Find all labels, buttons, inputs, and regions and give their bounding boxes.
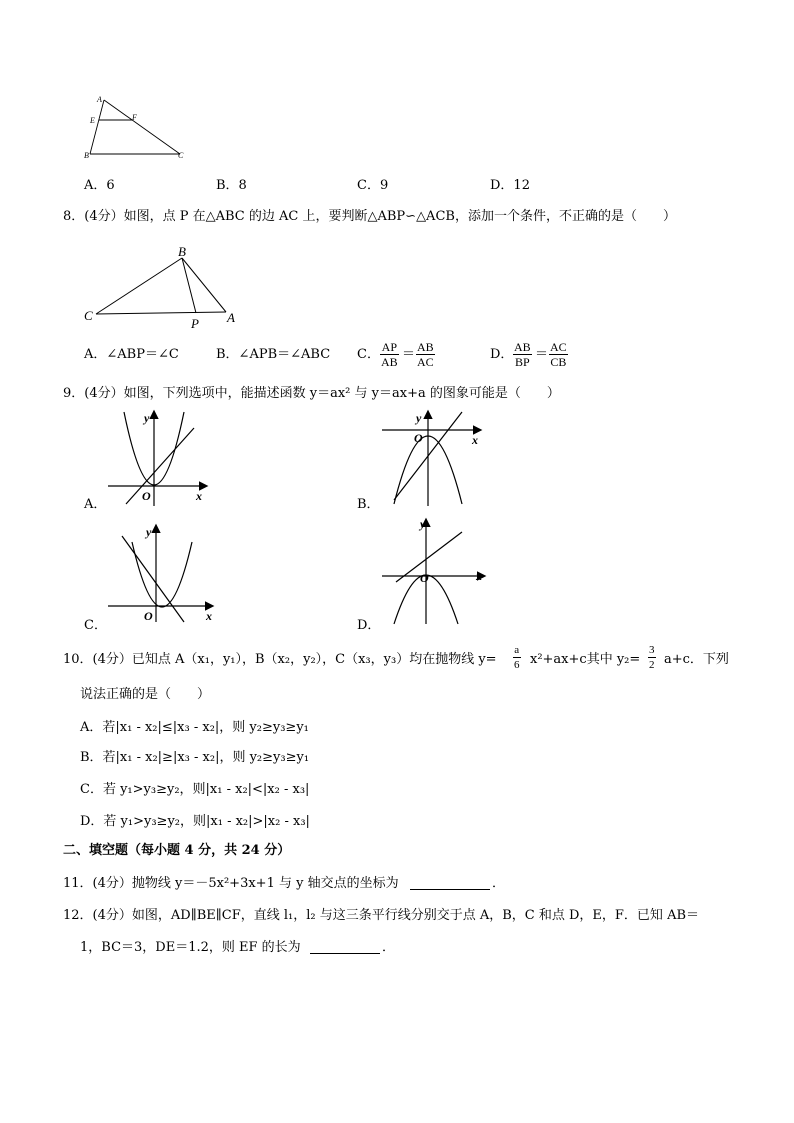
q9-d-y-label: y bbox=[420, 517, 426, 531]
q10-option-d: D．若 y₁>y₃≥y₂，则|x₁ - x₂|>|x₂ - x₃| bbox=[80, 814, 310, 829]
q10-option-b: B．若|x₁ - x₂|≥|x₃ - x₂|，则 y₂≥y₃≥y₁ bbox=[80, 750, 310, 765]
q7-label-A: A bbox=[97, 95, 102, 104]
q9-c-y-label: y bbox=[146, 525, 152, 539]
q10-option-c: C．若 y₁>y₃≥y₂，则|x₁ - x₂|<|x₂ - x₃| bbox=[80, 782, 310, 797]
q7-label-E: E bbox=[90, 116, 95, 125]
q8-d-num1: AB bbox=[514, 340, 531, 354]
q9-b-x-label: x bbox=[472, 433, 478, 447]
section-fill-in-title: 二、填空题（每小题 4 分，共 24 分） bbox=[63, 843, 291, 858]
q7-triangle-figure bbox=[84, 94, 194, 164]
q8-d-den1: BP bbox=[514, 355, 530, 369]
q12-line1: 12．(4分）如图，AD∥BE∥CF，直线 l₁，l₂ 与这三条平行线分别交于点 A，B，C 和点 D，E，F．已知 AB＝ bbox=[63, 908, 700, 923]
q8-label-B: B bbox=[178, 244, 186, 259]
q9-graph-a bbox=[104, 408, 214, 508]
q10-stem-a: 10．(4分）已知点 A（x₁，y₁），B（x₂，y₂），C（x₃，y₃）均在抛物线 y= bbox=[63, 652, 497, 667]
q12-answer-blank bbox=[310, 937, 380, 954]
q8-stem: 8．(4分）如图，点 P 在△ABC 的边 AC 上，要判断△ABP∽△ACB，添加一个条件，不正确的是（ ） bbox=[63, 209, 676, 224]
q7-option-a: A．6 bbox=[84, 178, 115, 193]
q12-line2: 1，BC＝3，DE＝1.2，则 EF 的长为 bbox=[80, 940, 301, 955]
q8-label-A: A bbox=[227, 310, 235, 325]
q8-option-c-frac2 bbox=[416, 340, 435, 369]
q9-a-y-label: y bbox=[144, 411, 150, 425]
q9-a-x-label: x bbox=[196, 489, 202, 503]
q9-b-origin: O bbox=[414, 431, 423, 445]
q9-a-origin: O bbox=[142, 489, 151, 503]
q10-stem-c: a+c．下列 bbox=[664, 652, 729, 667]
q10-frac2-num: 3 bbox=[649, 644, 655, 656]
q9-graph-d bbox=[380, 516, 490, 626]
q8-c-num1: AP bbox=[381, 340, 397, 354]
q8-c-den1: AB bbox=[381, 355, 398, 369]
q8-option-c-frac1 bbox=[380, 340, 399, 369]
q8-option-b: B．∠APB＝∠ABC bbox=[216, 347, 331, 362]
q7-label-B: B bbox=[84, 151, 89, 160]
q8-d-num2: AC bbox=[550, 340, 567, 354]
q7-label-C: C bbox=[178, 151, 184, 160]
q8-option-d-frac2 bbox=[549, 340, 568, 369]
q11-stem: 11．(4分）抛物线 y＝－5x²+3x+1 与 y 轴交点的坐标为 bbox=[63, 876, 399, 891]
q10-frac2-den: 2 bbox=[649, 659, 655, 671]
q9-c-origin: O bbox=[144, 609, 153, 623]
q8-label-P: P bbox=[191, 316, 199, 331]
q10-stem-line2: 说法正确的是（ ） bbox=[80, 687, 211, 702]
q8-option-d-eq: ＝ bbox=[535, 347, 549, 362]
q12-end: ． bbox=[382, 940, 396, 955]
q9-d-x-label: x bbox=[476, 569, 482, 583]
q11-end: ． bbox=[492, 876, 506, 891]
q7-option-d: D．12 bbox=[490, 178, 530, 193]
q9-d-origin: O bbox=[420, 571, 429, 585]
q11-answer-blank bbox=[410, 873, 490, 890]
q10-frac-3-over-2 bbox=[648, 643, 656, 672]
q8-option-c-eq: ＝ bbox=[402, 347, 416, 362]
q9-graph-b bbox=[380, 408, 490, 508]
q8-option-d-frac1 bbox=[513, 340, 532, 369]
q8-c-den2: AC bbox=[417, 355, 434, 369]
q9-graph-c bbox=[104, 522, 218, 622]
q10-frac-a-over-6 bbox=[513, 643, 521, 672]
q10-frac1-den: 6 bbox=[514, 659, 520, 671]
q9-option-c: C． bbox=[84, 618, 107, 633]
q8-triangle-figure bbox=[82, 244, 242, 334]
q8-option-a: A．∠ABP＝∠C bbox=[84, 347, 179, 362]
q10-frac1-num: a bbox=[514, 644, 520, 656]
q8-c-num2: AB bbox=[417, 340, 434, 354]
q7-option-c: C．9 bbox=[357, 178, 389, 193]
q8-d-den2: CB bbox=[550, 355, 567, 369]
q8-option-c-prefix: C． bbox=[357, 347, 380, 362]
q8-label-C: C bbox=[84, 308, 93, 323]
q8-option-d-prefix: D． bbox=[490, 347, 514, 362]
q9-option-d: D． bbox=[357, 618, 381, 633]
q10-stem-b: x²+ax+c其中 y₂= bbox=[530, 652, 641, 667]
q9-c-x-label: x bbox=[206, 609, 212, 623]
q7-label-F: F bbox=[132, 113, 137, 122]
q9-stem: 9．(4分）如图，下列选项中，能描述函数 y＝ax² 与 y＝ax+a 的图象可能是（ ） bbox=[63, 386, 560, 401]
q9-b-y-label: y bbox=[416, 411, 422, 425]
q7-option-b: B．8 bbox=[216, 178, 247, 193]
q9-option-a: A． bbox=[84, 497, 107, 512]
q9-option-b: B． bbox=[357, 497, 380, 512]
q10-option-a: A．若|x₁ - x₂|≤|x₃ - x₂|，则 y₂≥y₃≥y₁ bbox=[80, 720, 309, 735]
